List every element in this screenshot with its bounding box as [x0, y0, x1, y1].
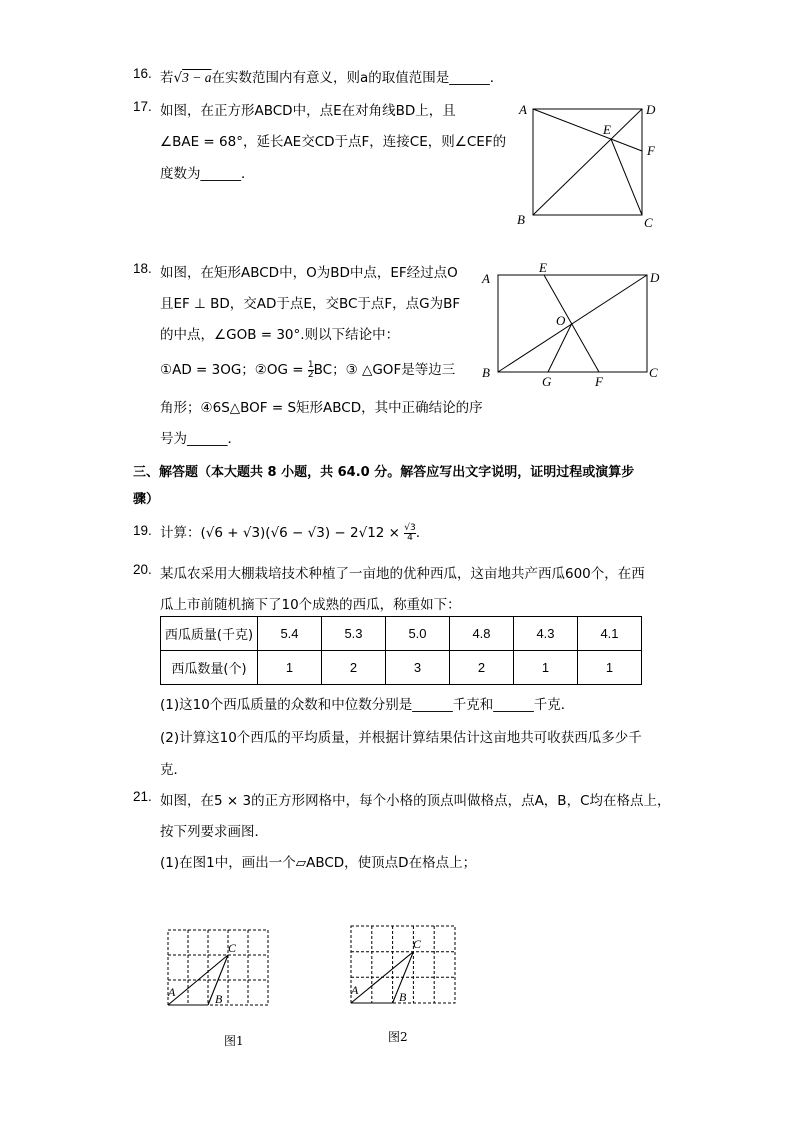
table-cell: 5.3: [322, 617, 386, 651]
q18-frac-den: 2: [307, 369, 314, 380]
q21-line2: 按下列要求画图．: [160, 824, 268, 840]
watermelon-table: [160, 616, 642, 685]
q19-end: .: [415, 525, 421, 541]
q21-sub1: (1)在图1中，画出一个▱ABCD，使顶点D在格点上；: [160, 855, 477, 871]
label-c: C: [413, 937, 422, 951]
q18-frac-num: 1: [307, 359, 314, 370]
label-g: G: [542, 374, 552, 389]
q18-line4: [160, 358, 455, 380]
table-cell: 3: [386, 651, 450, 685]
q18-line5: 角形；④6S△BOF = S矩形ABCD，其中正确结论的序: [160, 400, 483, 416]
label-a: A: [482, 271, 490, 286]
q17-line2: ∠BAE = 68°，延长AE交CD于点F，连接CE，则∠CEF的: [160, 134, 507, 150]
table-cell: 4.8: [450, 617, 514, 651]
label-c: C: [228, 941, 237, 955]
q19-expression: [160, 521, 420, 543]
table-cell: 1: [258, 651, 322, 685]
q20-sub2-line2: 克．: [160, 762, 187, 778]
label-o: O: [556, 313, 566, 328]
label-a: A: [351, 983, 359, 997]
label-b: B: [215, 992, 223, 1006]
label-f: F: [647, 143, 655, 158]
q18-line1: 如图，在矩形ABCD中，O为BD中点，EF经过点O: [160, 265, 458, 281]
table-cell: 5.4: [258, 617, 322, 651]
table-cell: 5.0: [386, 617, 450, 651]
q17-line3: 度数为______．: [160, 166, 255, 182]
diagonal-bd: [498, 275, 647, 372]
label-e: E: [603, 122, 611, 137]
q18-line6: 号为______．: [160, 431, 241, 447]
table-row-weights: [161, 617, 642, 651]
label-a: A: [519, 102, 527, 117]
table-cell: 4.3: [514, 617, 578, 651]
q19-frac-den: 4: [407, 532, 413, 543]
q17-square-figure: [510, 96, 670, 232]
q17-number: 17.: [133, 99, 152, 114]
label-d: D: [646, 102, 656, 117]
table-row-counts: [161, 651, 642, 685]
figure-2-caption: 图2: [388, 1030, 408, 1044]
sqrt-symbol: √: [173, 70, 183, 86]
table-cell: 4.1: [578, 617, 642, 651]
q20-sub2-line1: (2)计算这10个西瓜的平均质量，并根据计算结果估计这亩地共可收获西瓜多少千: [160, 730, 642, 746]
label-b: B: [482, 365, 490, 380]
table-header-weight: 西瓜质量(千克): [161, 617, 258, 651]
q16-number: 16.: [133, 66, 152, 81]
line-og: [548, 323, 572, 372]
label-d: D: [650, 270, 660, 285]
label-b: B: [399, 990, 407, 1004]
label-c: C: [649, 365, 658, 380]
q18-line4b: BC；③ △GOF是等边三: [313, 362, 456, 378]
section-three-heading-cont: 骤）: [133, 492, 160, 507]
q21-number: 21.: [133, 789, 152, 804]
table-header-count: 西瓜数量(个): [161, 651, 258, 685]
figure-1-caption: 图1: [224, 1034, 244, 1048]
section-three-heading: 三、解答题（本大题共 8 小题，共 64.0 分。解答应写出文字说明，证明过程或演算步: [133, 465, 635, 480]
q16-text: [160, 66, 503, 86]
q19-frac-num: √3: [404, 522, 416, 533]
q20-line1: 某瓜农采用大棚栽培技术种植了一亩地的优种西瓜，这亩地共产西瓜600个，在西: [160, 566, 645, 582]
table-cell: 1: [578, 651, 642, 685]
q21-line1: 如图，在5 × 3的正方形网格中，每个小格的顶点叫做格点，点A，B，C均在格点上，: [160, 793, 671, 809]
q16-pre: 若: [160, 70, 174, 86]
table-cell: 1: [514, 651, 578, 685]
figure-1-grid: [160, 922, 280, 1014]
table-cell: 2: [322, 651, 386, 685]
q18-number: 18.: [133, 261, 152, 276]
q19-text: 计算：(√6 + √3)(√6 − √3) − 2√12 ×: [160, 525, 405, 541]
table-cell: 2: [450, 651, 514, 685]
q18-line3: 的中点，∠GOB = 30°.则以下结论中：: [160, 327, 400, 343]
q20-line2: 瓜上市前随机摘下了10个成熟的西瓜，称重如下：: [160, 597, 461, 613]
label-b: B: [517, 212, 525, 227]
label-f: F: [595, 374, 603, 389]
q18-rectangle-figure: [478, 258, 668, 392]
q18-line2: 且EF ⊥ BD，交AD于点E，交BC于点F，点G为BF: [160, 296, 461, 312]
q20-number: 20.: [133, 562, 152, 577]
q16-radicand: 3 − a: [182, 70, 212, 85]
q19-number: 19.: [133, 523, 152, 538]
q20-sub1: (1)这10个西瓜质量的众数和中位数分别是______千克和______千克．: [160, 697, 575, 713]
q18-line4a: ①AD = 3OG；②OG =: [160, 362, 308, 378]
q17-line1: 如图，在正方形ABCD中，点E在对角线BD上，且: [160, 103, 456, 119]
line-af: [533, 109, 642, 151]
line-ce: [611, 139, 642, 215]
q19-fraction: [404, 524, 415, 543]
figure-2-grid: [343, 918, 463, 1010]
q16-post: 在实数范围内有意义，则a的取值范围是______．: [211, 70, 504, 86]
diagonal-bd: [533, 109, 642, 215]
label-e: E: [539, 260, 547, 275]
label-c: C: [644, 215, 653, 230]
label-a: A: [168, 985, 176, 999]
